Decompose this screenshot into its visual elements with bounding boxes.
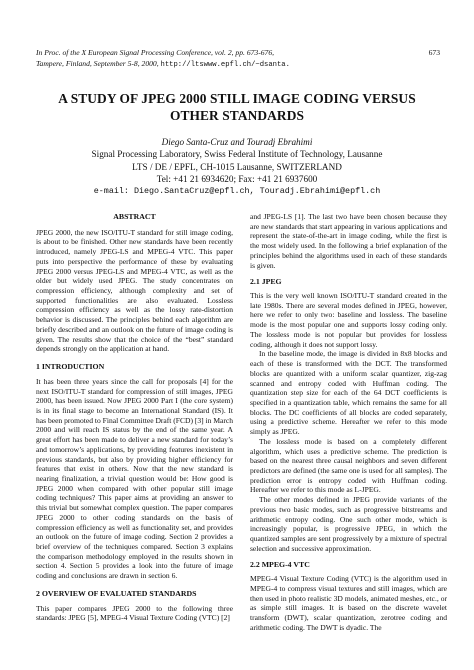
abstract-text: JPEG 2000, the new ISO/ITU-T standard for still image coding, is about to be finished. Other new standards have been recently introduced, namely JPEG-LS and MPEG-4 VTC. This paper puts into perspective the performance of these by evaluating JPEG 2000 versus JPEG-LS and MPEG-4 VTC, as well as the older but widely used JPEG. The study concentrates on compression efficiency, although complexity and set of supported functionalities are also evaluated. Lossless compression efficiency as well as the lossy rate-distortion behavior is discussed. The principles behind each algorithm are briefly described and an outlook on the future of image coding is given. The results show that the choice of the “best” standard depends strongly on the application at hand. [36, 227, 233, 354]
right-column [250, 212, 447, 632]
jpeg-paragraph-4: The other modes defined in JPEG provide variants of the previous two basic modes, such as progressive bitstreams and arithmetic entropy coding. One such other mode, which is increasingly popular, is progressive JPEG, in which the quantized samples are sent progressively by a mixture of spectral selection and successive approximation. [250, 495, 447, 553]
header-url[interactable]: http://ltswww.epfl.ch/~dsanta. [160, 60, 290, 69]
contact-email[interactable]: e-mail: Diego.SantaCruz@epfl.ch, Touradj.Ebrahimi@epfl.ch [93, 186, 381, 197]
jpeg-paragraph-3: The lossless mode is based on a completely different algorithm, which uses a predictive scheme. The prediction is based on the nearest three causal neighbors and seven different predictors are defined (the same one is used for all samples). The prediction error is entropy coded with Huffman coding. Hereafter we refer to this mode as L-JPEG. [250, 436, 447, 495]
title-line-2: OTHER STANDARDS [169, 108, 305, 123]
introduction-text: It has been three years since the call for proposals [4] for the next ISO/ITU-T standard for compression of still images, JPEG 2000, has been issued. Now JPEG 2000 Part I (the core system) is in its final stage to become an International Standard (IS). It has been promoted to Final Committee Draft (FCD) [3] in March 2000 and will reach IS status by the end of the same year. A great effort has been made to deliver a new standard for today’s and tomorrow’s applications, by providing features inexistent in previous standards, but also by providing higher efficiency for features that exist in others. Now that the new standard is nearing finalization, a trivial question would be: How good is JPEG 2000 when compared with other popular still image coding techniques? This paper aims at providing an answer to this trivial but somewhat complex question. The paper compares JPEG 2000 to other coding standards on the basis of compression efficiency as well as functionality set, and provides an outlook on the future of image coding. Section 2 provides a brief overview of the techniques compared. Section 3 explains the comparison methodology employed in the results shown in section 4. Section 5 provides a look into the future of image coding and conclusions are drawn in section 6. [36, 376, 234, 581]
mpeg4-vtc-text: MPEG-4 Visual Texture Coding (VTC) is the algorithm used in MPEG-4 to compress visual textures and still images, which are then used in photo realistic 3D models, animated meshes, etc., or as simple still images. It is based on the discrete wavelet transform (DWT), scalar quantization, zerotree coding and arithmetic coding. The DWT is dyadic. The [250, 574, 447, 632]
page-number: 673 [428, 48, 440, 57]
section-heading-overview: 2 OVERVIEW OF EVALUATED STANDARDS [36, 588, 197, 598]
header-location: Tampere, Finland, September 5-8, 2000, [36, 58, 159, 68]
header-line-1: In Proc. of the X European Signal Processing Conference, vol. 2, pp. 673-676, [36, 48, 275, 57]
subsection-heading-mpeg4-vtc: 2.2 MPEG-4 VTC [250, 560, 310, 570]
overview-continuation: and JPEG-LS [1]. The last two have been chosen because they are new standards that start appearing in various applications and represent the state-of-the-art in image coding, while the first is the most widely used. In the following a brief explanation of the principles behind the algorithms used in each of these standards is given. [250, 212, 447, 270]
header-line-2 [36, 59, 440, 71]
subsection-heading-jpeg: 2.1 JPEG [250, 277, 282, 287]
title-line-1: A STUDY OF JPEG 2000 STILL IMAGE CODING VERSUS [58, 91, 416, 106]
conference-header [36, 48, 440, 70]
section-heading-introduction: 1 INTRODUCTION [36, 362, 105, 372]
paper-title [30, 90, 444, 124]
affiliation-address: LTS / DE / EPFL, CH-1015 Lausanne, SWITZERLAND [132, 161, 342, 172]
contact-phone: Tel: +41 21 6934620; Fax: +41 21 6937600 [156, 173, 318, 184]
jpeg-paragraph-1: This is the very well known ISO/ITU-T standard created in the late 1980s. There are several modes defined in JPEG, however, here we refer to only two: baseline and lossless. The baseline mode is the most popular one and supports lossy coding only. The lossless mode is not popular but provides for lossless coding, although it does not support lossy. [250, 291, 447, 349]
affiliation-lab: Signal Processing Laboratory, Swiss Federal Institute of Technology, Lausanne [91, 149, 383, 160]
author-block [30, 136, 444, 197]
abstract-heading: ABSTRACT [113, 212, 156, 221]
jpeg-paragraph-2: In the baseline mode, the image is divided in 8x8 blocks and each of these is transformed with the DCT. The transformed blocks are quantized with a uniform scalar quantizer, zig-zag scanned and entropy coded with Huffman coding. The quantization step size for each of the 64 DCT coefficients is specified in a quantization table, which remains the same for all blocks. The DC coefficients of all blocks are coded separately, using a predictive scheme. Hereafter we refer to this mode simply as JPEG. [250, 349, 447, 437]
left-column [36, 212, 233, 623]
author-names: Diego Santa-Cruz and Touradj Ebrahimi [161, 137, 313, 147]
overview-text: This paper compares JPEG 2000 to the following three standards: JPEG [5], MPEG-4 Visual Texture Coding (VTC) [2] [36, 603, 233, 623]
